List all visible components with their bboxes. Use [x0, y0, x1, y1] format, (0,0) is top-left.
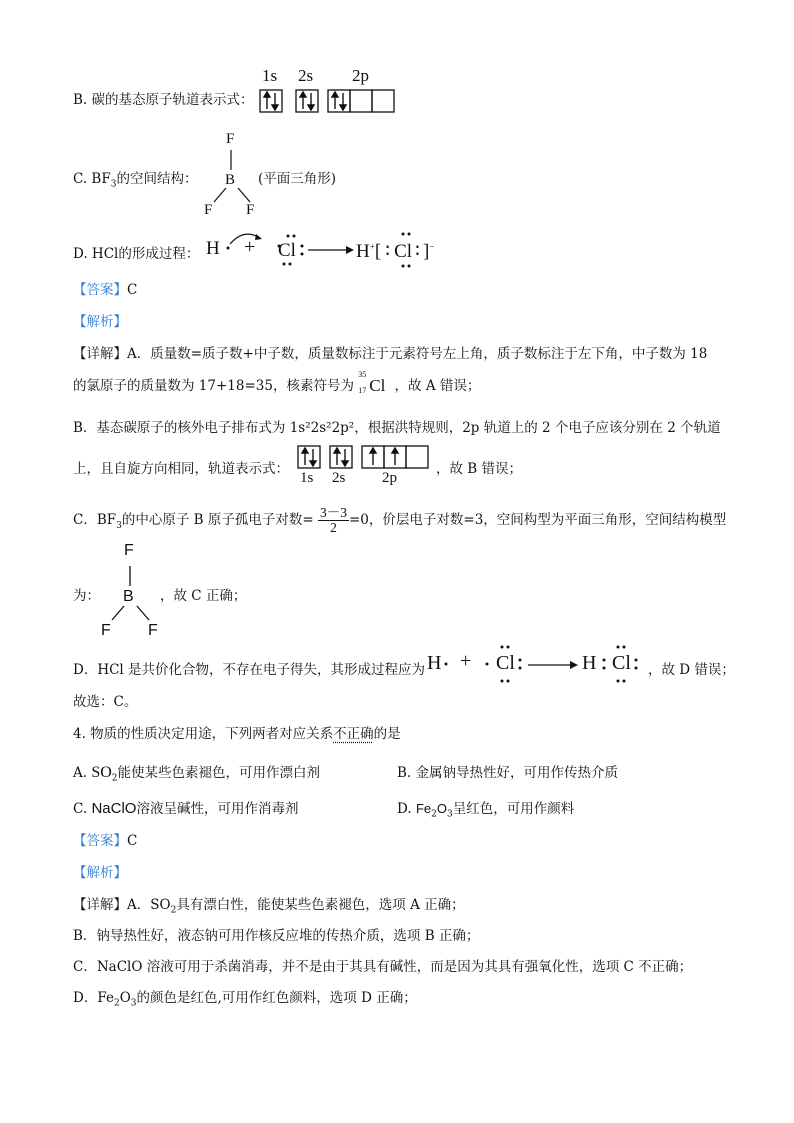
- orbital-label-2p-correct: 2p: [382, 470, 397, 486]
- analysis-1-tag: 【解析】: [73, 314, 127, 330]
- option-c-label: C. $BF_3$的空间结构：: [73, 171, 198, 190]
- orbital-label-1s-correct: 1s: [300, 470, 314, 486]
- hcl-correct-arrow: [526, 659, 582, 671]
- orbital-label-2s: 2s: [298, 66, 314, 85]
- hcl-correct-plus: +: [460, 650, 472, 672]
- detail-1-line-b1: B．基态碳原子的核外电子排布式为 1s²2s²2p²，根据洪特规则，2p 轨道上的 2 个电子应该分别在 2 个轨道: [73, 420, 721, 436]
- detail-2-line-c: C．NaClO 溶液可用于杀菌消毒，并不是由于其具有碱性，而是因为其具有强氧化性，选项 C 不正确；: [73, 959, 693, 975]
- bf3-large-f-left: F: [101, 622, 111, 639]
- detail-2-line-b: B．钠导热性好，液态钠可用作核反应堆的传热介质，选项 B 正确；: [73, 928, 480, 944]
- hcl-correct-product-h: H: [582, 652, 597, 674]
- detail-1-line-a1: 【详解】A．质量数=质子数+中子数，质量数标注于元素符号左上角，质子数标注于左下角，中子数为 18: [73, 346, 708, 362]
- hcl-product: H+[ ∶ Cl ∶ ]−: [356, 241, 435, 262]
- answer-2: 【答案】C: [73, 833, 138, 849]
- detail-1-line-c2b: ，故 C 正确；: [160, 588, 247, 604]
- hcl-correct-product-dots: [596, 640, 656, 690]
- q4-option-a: A. $SO_2$能使某些色素褪色，可用作漂白剂: [73, 764, 321, 784]
- detail-1-conclusion: 故选：C。: [73, 694, 138, 710]
- q4-emphasis: 不正确: [333, 726, 374, 742]
- hcl-correct-product-cl: Cl: [612, 652, 631, 674]
- product-cl-dots: [395, 228, 425, 272]
- orbital-label-1s: 1s: [262, 66, 278, 85]
- q4-option-b: B. 金属钠导热性好，可用作传热介质: [397, 765, 619, 781]
- orbital-label-2p: 2p: [352, 66, 369, 85]
- detail-1-line-b2b: ，故 B 错误；: [436, 461, 523, 477]
- detail-1-line-c2a: 为：: [73, 588, 100, 604]
- q4-option-d: D. $Fe_2O_3$呈红色，可用作颜料: [397, 801, 575, 820]
- orbital-label-2s-correct: 2s: [332, 470, 346, 486]
- answer-1: 【答案】C: [73, 282, 138, 298]
- q4-stem: 4. 物质的性质决定用途，下列两者对应关系不正确的是: [73, 726, 401, 742]
- bf3-large-f-top: F: [124, 542, 134, 559]
- bf3-large-f-right: F: [148, 622, 158, 639]
- lone-pair-fraction: $\frac{3-3}{2}$: [319, 505, 347, 536]
- bf3-f-top: F: [226, 131, 235, 147]
- bf3-shape-note: (平面三角形): [258, 171, 337, 187]
- reaction-arrow: [306, 244, 356, 256]
- bf3-b-center: B: [225, 172, 236, 188]
- hcl-cl-atom: Cl: [278, 240, 296, 261]
- detail-2-line-a: 【详解】A．$SO_2$具有漂白性，能使某些色素褪色，选项 A 正确；: [73, 897, 465, 916]
- carbon-orbital-diagram-correct: [296, 444, 436, 474]
- option-d-label: D. HCl的形成过程：: [73, 246, 200, 262]
- cl35-isotope: 35 17 Cl: [358, 369, 386, 395]
- detail-1-line-a2: 的氯原子的质量数为 17+18=35，核素符号为 35 17 Cl ，故 A 错误；: [73, 369, 481, 395]
- q4-option-c: C. NaClO溶液呈碱性，可用作消毒剂: [73, 800, 299, 817]
- detail-1-line-c1: C．$BF_3$的中心原子 B 原子孤电子对数= $\frac{3-3}{2}$ =0，价层电子对数=3，空间构型为平面三角形，空间结构模型: [73, 505, 727, 536]
- detail-1-line-b2a: 上，且自旋方向相同，轨道表示式：: [73, 461, 289, 477]
- hcl-correct-h: H: [427, 652, 442, 674]
- detail-1-line-d1b: ，故 D 错误；: [648, 662, 735, 678]
- analysis-2-tag: 【解析】: [73, 865, 127, 881]
- carbon-orbital-diagram-wrong: [258, 88, 398, 118]
- bf3-f-right: F: [246, 202, 255, 218]
- option-b-label: B. 碳的基态原子轨道表示式：: [73, 92, 254, 108]
- hcl-correct-cl: Cl: [496, 652, 515, 674]
- hcl-h-atom: H: [206, 238, 220, 259]
- bf3-f-left: F: [204, 202, 213, 218]
- bf3-large-b-center: B: [123, 588, 134, 605]
- detail-2-line-d: D．$Fe_2O_3$的颜色是红色,可用作红色颜料，选项 D 正确；: [73, 990, 417, 1009]
- hcl-plus: +: [244, 236, 256, 258]
- detail-1-line-d1a: D．HCl 是共价化合物，不存在电子得失，其形成过程应为: [73, 662, 426, 678]
